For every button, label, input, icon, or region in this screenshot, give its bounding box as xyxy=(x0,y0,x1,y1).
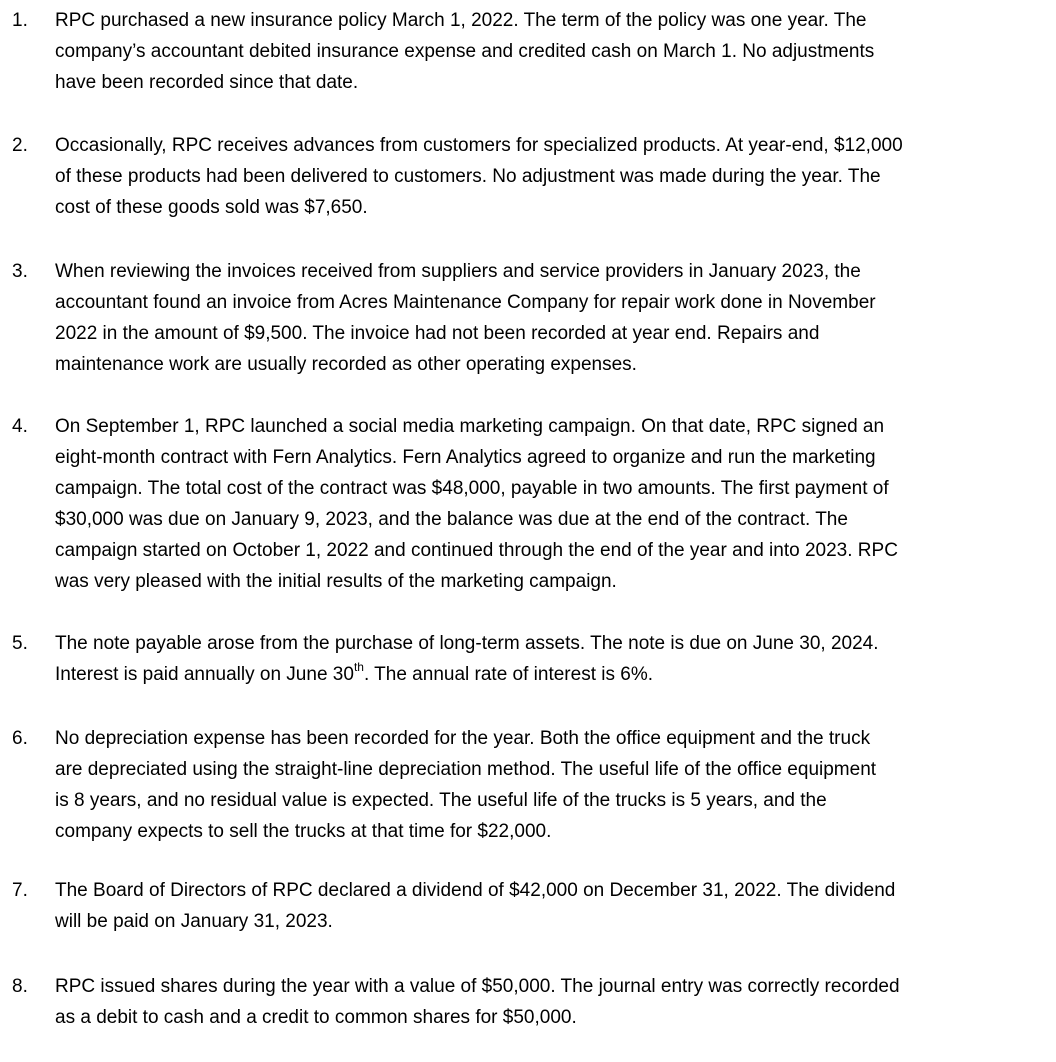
item-text-line: $30,000 was due on January 9, 2023, and the balance was due at the end of the contract. The xyxy=(55,509,848,530)
ordinal-superscript: th xyxy=(353,659,364,674)
item-text-line: On September 1, RPC launched a social media marketing campaign. On that date, RPC signed an xyxy=(55,416,885,437)
item-text-line: campaign started on October 1, 2022 and continued through the end of the year and into 2023. RPC xyxy=(55,540,898,561)
item-text-line: maintenance work are usually recorded as other operating expenses. xyxy=(55,354,637,375)
item-text-line: of these products had been delivered to customers. No adjustment was made during the year. The xyxy=(55,166,881,187)
item-text-line: cost of these goods sold was $7,650. xyxy=(55,197,368,218)
item-text-line: was very pleased with the initial results of the marketing campaign. xyxy=(55,571,617,592)
item-text-line: will be paid on January 31, 2023. xyxy=(55,911,333,932)
item-text-line: The note payable arose from the purchase of long-term assets. The note is due on June 30, 2024. xyxy=(55,633,879,654)
item-text-fragment: . The annual rate of interest is 6%. xyxy=(363,664,653,685)
item-text-line: The Board of Directors of RPC declared a dividend of $42,000 on December 31, 2022. The dividend xyxy=(55,880,896,901)
item-text-line xyxy=(55,659,653,690)
item-text-fragment: Interest is paid annually on June 30 xyxy=(55,664,354,685)
item-text-line: company expects to sell the trucks at that time for $22,000. xyxy=(55,821,552,842)
item-text-line: When reviewing the invoices received from suppliers and service providers in January 2023, the xyxy=(55,261,861,282)
item-text-line: 2022 in the amount of $9,500. The invoice had not been recorded at year end. Repairs and xyxy=(55,323,820,344)
item-text-line: No depreciation expense has been recorded for the year. Both the office equipment and the truck xyxy=(55,728,871,749)
item-number: 3. xyxy=(12,261,28,282)
item-text-line: company’s accountant debited insurance expense and credited cash on March 1. No adjustments xyxy=(55,41,875,62)
item-text-line: Occasionally, RPC receives advances from customers for specialized products. At year-end, $12,000 xyxy=(55,135,903,156)
item-text-line: is 8 years, and no residual value is expected. The useful life of the trucks is 5 years, and the xyxy=(55,790,827,811)
item-text-line: accountant found an invoice from Acres Maintenance Company for repair work done in November xyxy=(55,292,876,313)
item-text-line: have been recorded since that date. xyxy=(55,72,359,93)
item-number: 5. xyxy=(12,633,28,654)
item-text-line: RPC issued shares during the year with a value of $50,000. The journal entry was correctly recorded xyxy=(55,976,900,997)
item-text-line: RPC purchased a new insurance policy March 1, 2022. The term of the policy was one year. The xyxy=(55,10,867,31)
item-text-line: are depreciated using the straight-line depreciation method. The useful life of the office equipment xyxy=(55,759,877,780)
item-text-line: eight-month contract with Fern Analytics. Fern Analytics agreed to organize and run the marketing xyxy=(55,447,876,468)
item-number: 8. xyxy=(12,976,28,997)
item-text-line: as a debit to cash and a credit to common shares for $50,000. xyxy=(55,1007,577,1028)
item-text-line: campaign. The total cost of the contract was $48,000, payable in two amounts. The first payment of xyxy=(55,478,889,499)
item-number: 1. xyxy=(12,10,28,31)
item-number: 4. xyxy=(12,416,28,437)
item-number: 7. xyxy=(12,880,28,901)
item-number: 6. xyxy=(12,728,28,749)
item-number: 2. xyxy=(12,135,28,156)
